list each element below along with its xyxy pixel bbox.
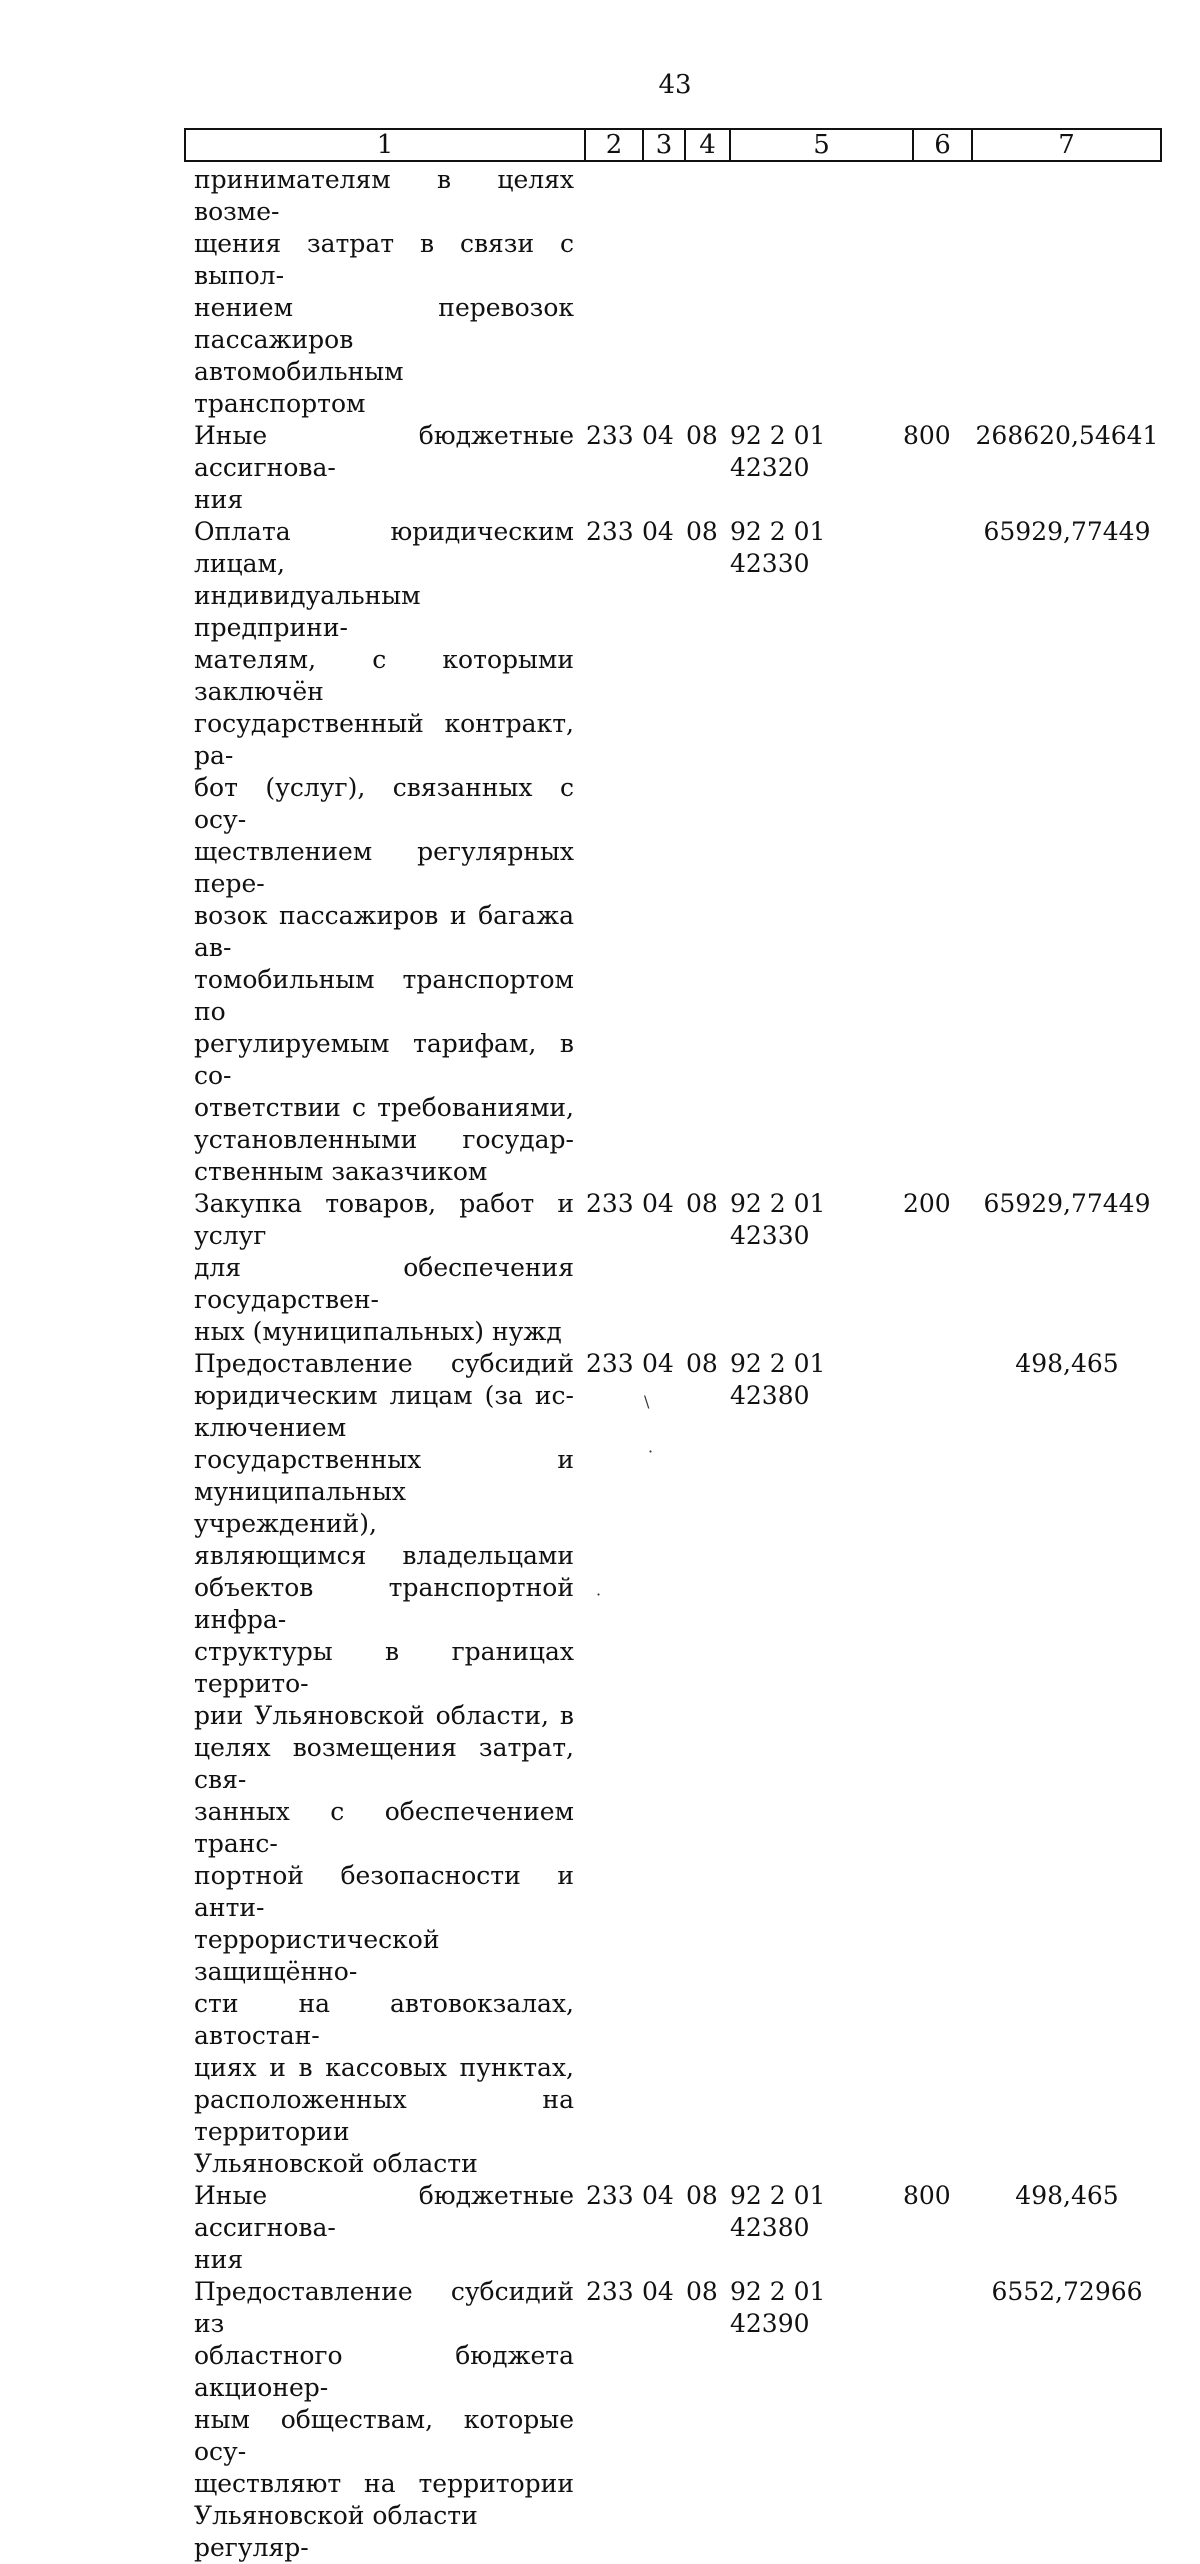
page-number: 43	[658, 70, 692, 100]
col-subsection: 08	[686, 2277, 718, 2306]
col-subsection: 08	[686, 421, 718, 450]
col-ministry: 233	[586, 1349, 634, 1378]
description-line: ния	[194, 485, 244, 514]
scan-dot: ·	[648, 1442, 654, 1461]
col-section: 04	[642, 1189, 674, 1218]
description-line: Иные бюджетные ассигнова-	[194, 421, 574, 482]
header-col-1: 1	[186, 130, 586, 160]
description-line: бот (услуг), связанных с осу-	[194, 773, 574, 834]
header-col-6: 6	[914, 130, 973, 160]
description-line: принимателям в целях возме-	[194, 165, 574, 226]
col-ministry: 233	[586, 1189, 634, 1218]
col-amount: 498,465	[1015, 2181, 1119, 2210]
description-line: Оплата юридическим лицам,	[194, 517, 574, 578]
description-line: Закупка товаров, работ и услуг	[194, 1189, 574, 1250]
description-line: рии Ульяновской области, в	[194, 1701, 574, 1730]
description-line: установленными государ-	[194, 1125, 574, 1154]
description-line: расположенных на территории	[194, 2085, 574, 2146]
table-header	[184, 128, 1162, 162]
table-row	[194, 1188, 1160, 1348]
table-row	[194, 2276, 1160, 2564]
col-ministry: 233	[586, 517, 634, 546]
col-expense-type: 800	[903, 421, 951, 450]
col-target-article: 92 2 01 42320	[730, 421, 826, 482]
table-row	[194, 2180, 1160, 2276]
description-line: циях и в кассовых пунктах,	[194, 2053, 574, 2082]
description-line: возок пассажиров и багажа ав-	[194, 901, 574, 962]
description-line: структуры в границах террито-	[194, 1637, 574, 1698]
col-subsection: 08	[686, 1189, 718, 1218]
scan-mark: \	[644, 1392, 650, 1411]
col-amount: 498,465	[1015, 1349, 1119, 1378]
description-line: Предоставление субсидий из	[194, 2277, 574, 2338]
description-line: ственным заказчиком	[194, 1157, 488, 1186]
description-line: для обеспечения государствен-	[194, 1253, 574, 1314]
col-section: 04	[642, 2181, 674, 2210]
description-line: юридическим лицам (за ис-	[194, 1381, 574, 1410]
col-expense-type: 200	[903, 1189, 951, 1218]
col-amount: 65929,77449	[983, 1189, 1151, 1218]
description-line: ным обществам, которые осу-	[194, 2405, 574, 2466]
col-target-article: 92 2 01 42380	[730, 2181, 826, 2242]
description-line: областного бюджета акционер-	[194, 2341, 574, 2402]
description-line: регулируемым тарифам, в со-	[194, 1029, 574, 1090]
col-subsection: 08	[686, 517, 718, 546]
table-row	[194, 1348, 1160, 2180]
col-target-article: 92 2 01 42380	[730, 1349, 826, 1410]
row-description	[194, 1348, 574, 2180]
col-amount: 6552,72966	[991, 2277, 1143, 2306]
description-line: объектов транспортной инфра-	[194, 1573, 574, 1634]
header-col-7: 7	[1058, 130, 1075, 160]
description-line: ществляют на территории	[194, 2469, 574, 2498]
description-line: Ульяновской области	[194, 2149, 478, 2178]
description-line: ния	[194, 2245, 244, 2274]
col-section: 04	[642, 1349, 674, 1378]
description-line: занных с обеспечением транс-	[194, 1797, 574, 1858]
description-line: автомобильным транспортом	[194, 357, 404, 418]
col-ministry: 233	[586, 2277, 634, 2306]
header-col-4: 4	[686, 130, 731, 160]
row-description	[194, 1188, 574, 1348]
col-section: 04	[642, 517, 674, 546]
description-line: индивидуальным предприни-	[194, 581, 421, 642]
description-line: томобильным транспортом по	[194, 965, 574, 1026]
col-ministry: 233	[586, 2181, 634, 2210]
description-line: государственный контракт, ра-	[194, 709, 574, 770]
description-line: Иные бюджетные ассигнова-	[194, 2181, 574, 2242]
description-line: Предоставление субсидий	[194, 1349, 574, 1378]
row-description	[194, 516, 574, 1188]
header-col-3: 3	[644, 130, 686, 160]
description-line: являющимся владельцами	[194, 1541, 574, 1570]
row-description	[194, 2276, 574, 2564]
description-line: сти на автовокзалах, автостан-	[194, 1989, 574, 2050]
table-body	[194, 164, 1160, 2564]
description-line: нением перевозок пассажиров	[194, 293, 574, 354]
row-description	[194, 164, 574, 420]
col-ministry: 233	[586, 421, 634, 450]
col-expense-type: 800	[903, 2181, 951, 2210]
description-line: портной безопасности и анти-	[194, 1861, 574, 1922]
row-description	[194, 420, 574, 516]
table-row	[194, 164, 1160, 420]
header-col-5: 5	[731, 130, 914, 160]
col-subsection: 08	[686, 2181, 718, 2210]
description-line: муниципальных учреждений),	[194, 1477, 406, 1538]
row-description	[194, 2180, 574, 2276]
col-amount: 65929,77449	[983, 517, 1151, 546]
col-section: 04	[642, 2277, 674, 2306]
scan-dot: ·	[596, 1585, 602, 1604]
description-line: ных (муниципальных) нужд	[194, 1317, 562, 1346]
description-line: ществлением регулярных пере-	[194, 837, 574, 898]
header-col-2: 2	[586, 130, 644, 160]
description-line: ключением государственных и	[194, 1413, 574, 1474]
description-line: террористической защищённо-	[194, 1925, 440, 1986]
col-section: 04	[642, 421, 674, 450]
description-line: целях возмещения затрат, свя-	[194, 1733, 574, 1794]
table-row	[194, 516, 1160, 1188]
description-line: мателям, с которыми заключён	[194, 645, 574, 706]
col-target-article: 92 2 01 42330	[730, 1189, 826, 1250]
description-line: ответствии с требованиями,	[194, 1093, 574, 1122]
col-subsection: 08	[686, 1349, 718, 1378]
col-target-article: 92 2 01 42390	[730, 2277, 826, 2338]
description-line: Ульяновской области регуляр-	[194, 2501, 478, 2562]
col-amount: 268620,54641	[975, 421, 1159, 450]
col-target-article: 92 2 01 42330	[730, 517, 826, 578]
table-row	[194, 420, 1160, 516]
description-line: щения затрат в связи с выпол-	[194, 229, 574, 290]
